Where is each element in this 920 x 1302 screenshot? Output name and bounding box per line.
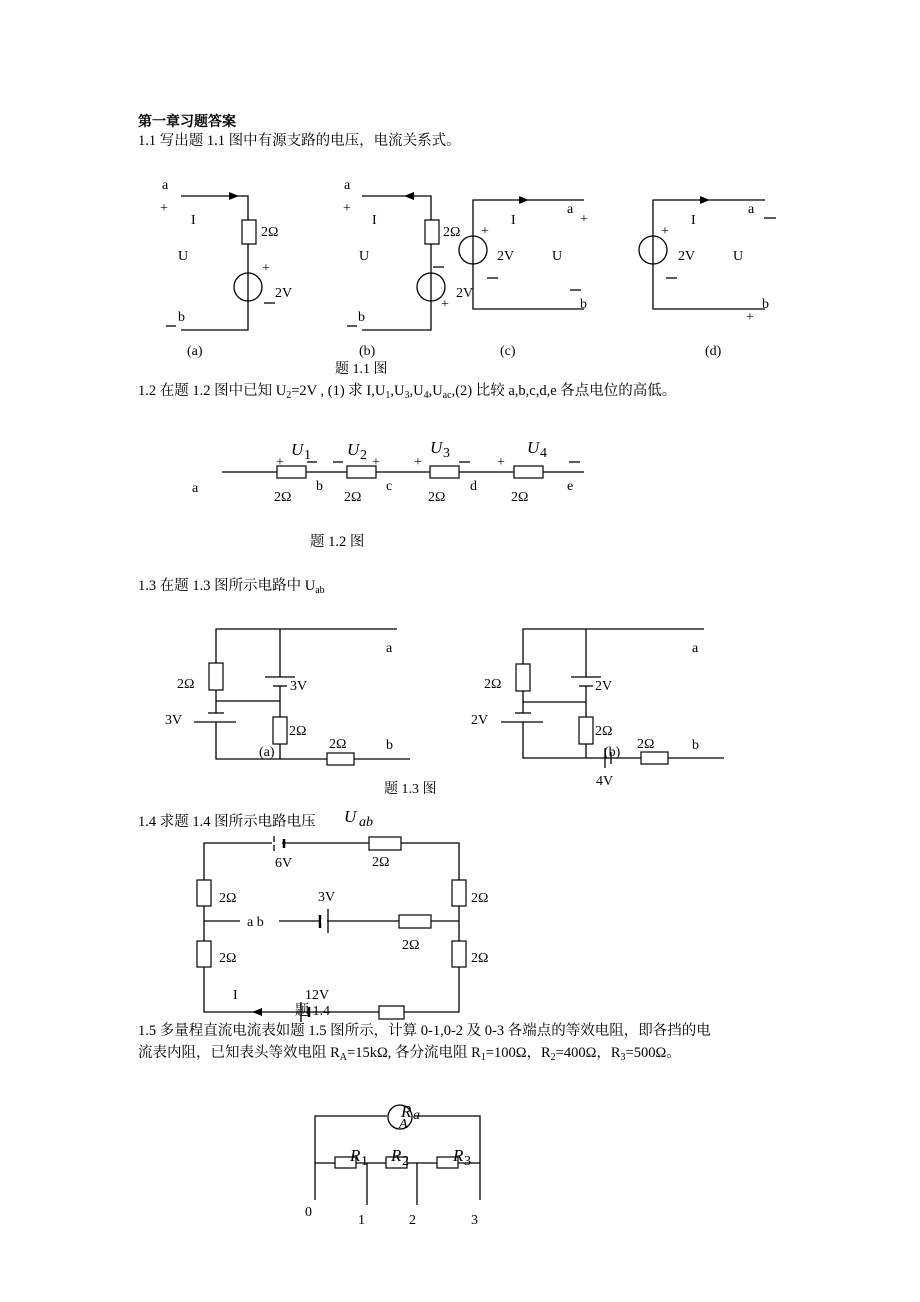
sub: 1: [385, 390, 391, 401]
svg-text:4: 4: [540, 446, 547, 461]
figure-1-2-caption: 题 1.2 图: [310, 534, 365, 550]
figure-1-1-caption: 题 1.1 图: [335, 362, 388, 377]
sub: ac: [442, 390, 452, 401]
svg-text:I: I: [372, 213, 377, 228]
svg-text:0: 0: [305, 1205, 312, 1220]
svg-text:(b): (b): [604, 745, 621, 760]
svg-text:b: b: [762, 297, 769, 312]
q15-text: =400Ω，R: [555, 1045, 621, 1061]
svg-text:2V: 2V: [275, 286, 293, 301]
svg-text:a: a: [386, 641, 393, 656]
figure-1-4-caption: 题 1.4: [295, 1004, 330, 1019]
svg-text:U: U: [344, 807, 357, 826]
svg-text:ab: ab: [359, 815, 373, 830]
svg-text:+: +: [414, 455, 422, 470]
svg-text:+: +: [262, 261, 270, 276]
svg-text:2V: 2V: [456, 286, 474, 301]
q12-text: ,U: [390, 383, 405, 399]
figure-1-4: [197, 807, 488, 1022]
svg-text:3: 3: [464, 1154, 471, 1169]
svg-text:(b): (b): [359, 344, 376, 359]
svg-text:2V: 2V: [471, 713, 489, 728]
figure-1-3b: [384, 629, 724, 797]
svg-text:2Ω: 2Ω: [637, 737, 655, 752]
svg-text:3V: 3V: [290, 679, 308, 694]
svg-text:a: a: [192, 481, 199, 496]
question-1-5-line1: 1.5 多量程直流电流表如题 1.5 图所示，计算 0-1,0-2 及 0-3 各端点的等效电阻，即各挡的电: [138, 1023, 711, 1039]
svg-text:4V: 4V: [596, 774, 614, 789]
q12-text: ,U: [409, 383, 424, 399]
svg-text:(c): (c): [500, 344, 516, 359]
svg-text:R: R: [453, 1146, 464, 1165]
q15-text: =500Ω。: [625, 1045, 681, 1061]
svg-text:+: +: [580, 212, 588, 227]
svg-text:b: b: [580, 297, 587, 312]
svg-text:2Ω: 2Ω: [274, 490, 292, 505]
svg-text:A: A: [399, 1117, 408, 1132]
svg-text:6V: 6V: [275, 856, 293, 871]
svg-text:2Ω: 2Ω: [177, 677, 195, 692]
svg-text:I: I: [691, 213, 696, 228]
q12-text: ,U: [428, 383, 443, 399]
svg-text:+: +: [481, 224, 489, 239]
q12-text: 1.2 在题 1.2 图中已知 U: [138, 383, 287, 399]
svg-text:2Ω: 2Ω: [219, 951, 237, 966]
svg-text:a b: a b: [247, 915, 264, 930]
svg-text:+: +: [661, 224, 669, 239]
svg-text:e: e: [567, 479, 574, 494]
svg-text:+: +: [343, 201, 351, 216]
svg-text:(a): (a): [187, 344, 203, 359]
svg-text:R: R: [401, 1102, 412, 1121]
question-1-4: 1.4 求题 1.4 图所示电路电压: [138, 814, 316, 830]
svg-text:R: R: [391, 1146, 402, 1165]
q13-text: 1.3 在题 1.3 图所示电路中 U: [138, 578, 316, 594]
svg-text:U: U: [430, 438, 443, 457]
svg-text:+: +: [160, 201, 168, 216]
sub: 3: [620, 1052, 626, 1063]
svg-text:(a): (a): [259, 745, 275, 760]
sub: 2: [550, 1052, 556, 1063]
q15-text: =15kΩ, 各分流电阻 R: [347, 1045, 481, 1061]
svg-text:+: +: [372, 455, 380, 470]
svg-text:2Ω: 2Ω: [329, 737, 347, 752]
svg-text:2Ω: 2Ω: [471, 951, 489, 966]
figure-1-1b: [335, 178, 473, 377]
svg-text:3: 3: [471, 1213, 478, 1228]
svg-text:I: I: [233, 988, 238, 1003]
svg-text:2Ω: 2Ω: [595, 724, 613, 739]
svg-text:b: b: [316, 479, 323, 494]
figure-1-5: [305, 1102, 480, 1228]
chapter-heading: 第一章习题答案: [138, 114, 236, 130]
svg-text:d: d: [470, 479, 477, 494]
svg-text:2V: 2V: [678, 249, 696, 264]
svg-text:a: a: [692, 641, 699, 656]
sub: 4: [423, 390, 429, 401]
svg-text:2V: 2V: [595, 679, 613, 694]
figure-1-1c: [459, 196, 588, 359]
svg-text:I: I: [191, 213, 196, 228]
svg-text:2Ω: 2Ω: [219, 891, 237, 906]
svg-text:a: a: [567, 202, 574, 217]
svg-text:R: R: [350, 1146, 361, 1165]
sub: A: [339, 1052, 348, 1063]
svg-text:(d): (d): [705, 344, 722, 359]
question-1-1: 1.1 写出题 1.1 图中有源支路的电压，电流关系式。: [138, 133, 461, 149]
q15-text: =100Ω，R: [485, 1045, 551, 1061]
svg-text:1: 1: [358, 1213, 365, 1228]
svg-text:2Ω: 2Ω: [428, 490, 446, 505]
q12-text: =2V , (1) 求 I,U: [291, 383, 386, 399]
svg-text:3V: 3V: [318, 890, 336, 905]
svg-text:I: I: [511, 213, 516, 228]
svg-text:2Ω: 2Ω: [261, 225, 279, 240]
svg-text:2Ω: 2Ω: [484, 677, 502, 692]
svg-text:a: a: [344, 178, 351, 193]
svg-text:b: b: [692, 738, 699, 753]
svg-text:+: +: [746, 310, 754, 325]
figure-1-1a: [160, 178, 292, 359]
svg-text:U: U: [347, 440, 360, 459]
q15-text: 流表内阻，已知表头等效电阻 R: [138, 1045, 340, 1061]
svg-text:2Ω: 2Ω: [471, 891, 489, 906]
svg-text:3: 3: [443, 446, 450, 461]
svg-text:U: U: [178, 249, 189, 264]
svg-text:a: a: [748, 202, 755, 217]
figure-1-1d: [639, 196, 776, 359]
svg-text:2: 2: [402, 1154, 409, 1169]
svg-text:2Ω: 2Ω: [402, 938, 420, 953]
svg-text:c: c: [386, 479, 393, 494]
svg-text:2: 2: [409, 1213, 416, 1228]
svg-text:a: a: [162, 178, 169, 193]
svg-text:2Ω: 2Ω: [372, 855, 390, 870]
svg-text:U: U: [552, 249, 563, 264]
figure-1-3-caption: 题 1.3 图: [384, 782, 437, 797]
svg-text:1: 1: [304, 448, 311, 463]
svg-text:a: a: [413, 1108, 420, 1123]
svg-text:b: b: [178, 310, 185, 325]
figure-1-2: [192, 438, 584, 505]
svg-text:2Ω: 2Ω: [289, 724, 307, 739]
sub: 1: [480, 1052, 486, 1063]
svg-text:2: 2: [360, 448, 367, 463]
svg-text:+: +: [441, 297, 449, 312]
svg-text:b: b: [386, 738, 393, 753]
svg-text:+: +: [276, 455, 284, 470]
svg-text:2Ω: 2Ω: [344, 490, 362, 505]
svg-text:2V: 2V: [497, 249, 515, 264]
svg-text:+: +: [497, 455, 505, 470]
svg-text:U: U: [527, 438, 540, 457]
sub: ab: [315, 585, 325, 596]
svg-text:3V: 3V: [165, 713, 183, 728]
svg-text:b: b: [358, 310, 365, 325]
q12-text: ,(2) 比较 a,b,c,d,e 各点电位的高低。: [451, 383, 677, 399]
svg-text:2Ω: 2Ω: [511, 490, 529, 505]
svg-text:U: U: [291, 440, 304, 459]
sub: 3: [404, 390, 410, 401]
svg-text:U: U: [733, 249, 744, 264]
svg-text:12V: 12V: [305, 988, 330, 1003]
sub: 2: [286, 390, 292, 401]
svg-text:1: 1: [361, 1154, 368, 1169]
svg-text:2Ω: 2Ω: [443, 225, 461, 240]
figure-1-3a: [165, 629, 410, 765]
svg-text:U: U: [359, 249, 370, 264]
